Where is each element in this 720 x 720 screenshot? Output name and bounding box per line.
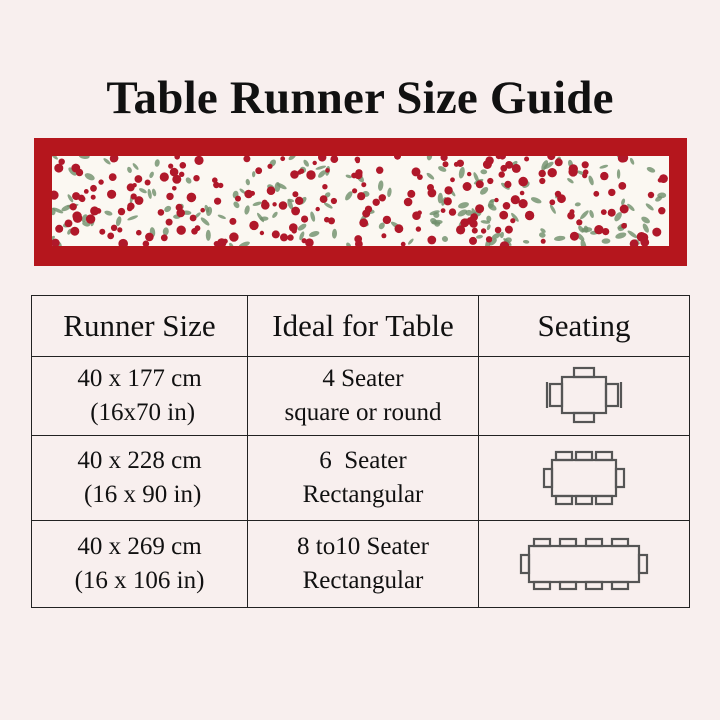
size-in: (16 x 106 in) — [74, 567, 205, 594]
leaf-mark — [646, 166, 656, 174]
berry-mark — [475, 204, 484, 213]
berry-mark — [549, 199, 555, 205]
berry-mark — [608, 209, 616, 217]
seating-cell — [479, 521, 690, 608]
leaf-mark — [115, 216, 122, 227]
berry-mark — [568, 167, 577, 176]
leaf-mark — [244, 205, 251, 215]
berry-mark — [195, 225, 201, 231]
berry-mark — [235, 196, 241, 202]
berry-mark — [557, 194, 566, 203]
leaf-mark — [151, 188, 157, 197]
leaf-mark — [345, 242, 352, 246]
berry-mark — [485, 156, 493, 164]
berry-mark — [107, 233, 114, 240]
leaf-mark — [245, 179, 250, 186]
leaf-mark — [615, 231, 628, 240]
berry-mark — [593, 191, 599, 197]
berry-mark — [355, 159, 360, 164]
runner-size-cell — [32, 436, 248, 521]
table-shape: square or round — [284, 399, 442, 426]
size-cm: 40 x 228 cm — [77, 447, 202, 474]
berry-mark — [441, 156, 448, 161]
berry-mark — [427, 184, 434, 191]
size-guide-table — [31, 295, 690, 608]
berry-mark — [450, 177, 455, 182]
leaf-mark — [345, 174, 352, 179]
berry-mark — [467, 172, 471, 176]
leaf-mark — [127, 214, 139, 221]
four-seat-square-table-icon — [544, 365, 624, 427]
berry-mark — [166, 219, 173, 226]
berry-mark — [652, 228, 661, 237]
cherry-floral-pattern-icon — [52, 156, 669, 246]
berry-mark — [200, 208, 205, 213]
berry-mark — [487, 178, 493, 184]
berry-mark — [499, 171, 505, 177]
berry-mark — [229, 218, 236, 225]
berry-mark — [499, 211, 508, 220]
leaf-mark — [579, 209, 590, 220]
berry-mark — [476, 180, 484, 188]
berry-mark — [354, 235, 362, 243]
berry-mark — [313, 161, 317, 165]
berry-mark — [109, 173, 117, 181]
leaf-mark — [206, 230, 211, 241]
berry-mark — [504, 181, 511, 188]
leaf-mark — [138, 187, 147, 194]
berry-mark — [99, 229, 105, 235]
leaf-mark — [426, 172, 436, 181]
berry-mark — [330, 156, 338, 163]
leaf-mark — [645, 202, 655, 211]
berry-mark — [582, 161, 589, 168]
berry-mark — [401, 242, 406, 246]
berry-mark — [280, 156, 285, 161]
leaf-mark — [486, 224, 491, 231]
berry-mark — [243, 156, 250, 162]
berry-mark — [177, 226, 186, 235]
berry-mark — [539, 170, 546, 177]
berry-mark — [510, 218, 515, 223]
leaf-mark — [52, 156, 59, 161]
berry-mark — [117, 227, 122, 232]
berry-mark — [427, 236, 436, 245]
berry-mark — [620, 205, 629, 214]
leaf-mark — [104, 210, 113, 217]
seating-cell — [479, 357, 690, 436]
leaf-mark — [185, 176, 193, 185]
berry-mark — [292, 228, 297, 233]
ideal-table-cell — [248, 436, 479, 521]
berry-mark — [52, 191, 59, 200]
table-runner-image — [34, 138, 687, 266]
leaf-mark — [588, 209, 594, 218]
ideal-table-cell — [248, 521, 479, 608]
leaf-mark — [566, 177, 574, 184]
leaf-mark — [271, 211, 279, 219]
berry-mark — [78, 195, 85, 202]
size-cm: 40 x 269 cm — [77, 533, 202, 560]
berry-mark — [407, 190, 415, 198]
leaf-mark — [200, 216, 211, 227]
leaf-mark — [601, 238, 610, 244]
leaf-mark — [599, 164, 608, 169]
leaf-mark — [530, 196, 542, 205]
leaf-mark — [147, 189, 153, 200]
berry-mark — [525, 211, 534, 220]
seater-count: 6 Seater — [319, 447, 407, 474]
berry-mark — [637, 232, 647, 242]
leaf-mark — [162, 227, 169, 236]
leaf-mark — [640, 215, 651, 225]
leaf-mark — [458, 166, 466, 179]
berry-mark — [648, 192, 654, 198]
berry-mark — [118, 208, 125, 215]
berry-mark — [158, 209, 165, 216]
berry-mark — [539, 178, 545, 184]
berry-mark — [316, 207, 320, 211]
berry-mark — [229, 232, 238, 241]
berry-mark — [395, 224, 404, 233]
berry-mark — [267, 186, 276, 195]
leaf-mark — [297, 222, 308, 232]
berry-mark — [547, 156, 555, 160]
berry-mark — [145, 180, 151, 186]
berry-mark — [444, 186, 452, 194]
runner-size-cell — [32, 357, 248, 436]
berry-mark — [84, 189, 89, 194]
berry-mark — [659, 174, 668, 183]
berry-mark — [472, 228, 478, 234]
leaf-mark — [154, 159, 160, 167]
berry-mark — [179, 172, 184, 177]
six-seat-rectangular-table-icon — [542, 449, 626, 507]
berry-mark — [658, 207, 665, 214]
header-seating: Seating — [479, 296, 690, 357]
leaf-mark — [476, 234, 483, 239]
berry-mark — [512, 164, 521, 173]
leaf-mark — [126, 166, 132, 174]
runner-size-cell — [32, 521, 248, 608]
berry-mark — [454, 162, 459, 167]
berry-mark — [250, 191, 255, 196]
berry-mark — [511, 195, 520, 204]
berry-mark — [486, 236, 492, 242]
berry-mark — [320, 195, 328, 203]
berry-mark — [456, 225, 465, 234]
berry-mark — [443, 161, 449, 167]
leaf-mark — [575, 202, 581, 207]
berry-mark — [65, 220, 73, 228]
berry-mark — [306, 170, 315, 179]
berry-mark — [280, 233, 288, 241]
ten-seat-rectangular-table-icon — [519, 536, 649, 592]
berry-mark — [494, 198, 498, 202]
berry-mark — [261, 201, 270, 210]
berry-mark — [135, 196, 144, 205]
ideal-table-cell — [248, 357, 479, 436]
berry-mark — [170, 168, 179, 177]
berry-mark — [193, 175, 199, 181]
berry-mark — [582, 173, 587, 178]
berry-mark — [481, 228, 486, 233]
leaf-mark — [629, 157, 635, 165]
berry-mark — [331, 198, 337, 204]
berry-mark — [548, 168, 557, 177]
leaf-mark — [232, 200, 241, 209]
berry-mark — [190, 215, 197, 222]
table-row — [32, 357, 690, 436]
berry-mark — [176, 209, 185, 218]
berry-mark — [255, 167, 262, 174]
berry-mark — [272, 202, 276, 206]
berry-mark — [291, 207, 300, 216]
leaf-mark — [302, 159, 310, 168]
berry-mark — [503, 202, 511, 210]
berry-mark — [383, 216, 391, 224]
leaf-mark — [332, 229, 338, 239]
berry-mark — [570, 232, 579, 241]
berry-mark — [187, 193, 197, 203]
berry-mark — [214, 198, 221, 205]
seater-count: 8 to10 Seater — [297, 533, 429, 560]
berry-mark — [524, 157, 529, 162]
leaf-mark — [148, 171, 154, 179]
berry-mark — [541, 239, 546, 244]
berry-mark — [469, 237, 477, 245]
leaf-mark — [315, 165, 326, 171]
size-in: (16 x 90 in) — [77, 481, 202, 508]
berry-mark — [260, 231, 264, 235]
leaf-mark — [252, 201, 262, 207]
berry-mark — [463, 182, 472, 191]
berry-mark — [302, 238, 307, 243]
page-title: Table Runner Size Guide — [106, 72, 614, 124]
berry-mark — [161, 234, 168, 241]
berry-mark — [180, 162, 187, 169]
berry-mark — [441, 208, 446, 213]
berry-mark — [404, 198, 413, 207]
berry-mark — [359, 218, 368, 227]
header-runner-size: Runner Size — [32, 296, 248, 357]
berry-mark — [86, 214, 95, 223]
berry-mark — [394, 156, 401, 160]
berry-mark — [98, 179, 103, 184]
leaf-mark — [308, 230, 320, 238]
berry-mark — [444, 197, 452, 205]
leaf-mark — [480, 169, 487, 174]
size-cm: 40 x 177 cm — [77, 365, 202, 392]
berry-mark — [608, 189, 615, 196]
berry-mark — [325, 168, 330, 173]
berry-mark — [600, 172, 608, 180]
berry-mark — [594, 225, 603, 234]
berry-mark — [172, 186, 177, 191]
berry-mark — [379, 194, 386, 201]
berry-mark — [166, 193, 173, 200]
table-row — [32, 436, 690, 521]
leaf-mark — [627, 229, 639, 239]
berry-mark — [568, 214, 572, 218]
berry-mark — [518, 177, 528, 187]
berry-mark — [279, 201, 288, 210]
berry-mark — [412, 211, 421, 220]
berry-mark — [495, 227, 502, 234]
berry-mark — [132, 183, 136, 187]
leaf-mark — [426, 156, 433, 161]
table-row — [32, 521, 690, 608]
berry-mark — [576, 219, 582, 225]
berry-mark — [357, 192, 365, 200]
berry-mark — [602, 228, 609, 235]
berry-mark — [72, 211, 81, 220]
header-ideal-for-table: Ideal for Table — [248, 296, 479, 357]
berry-mark — [365, 206, 372, 213]
leaf-mark — [549, 204, 557, 215]
berry-mark — [290, 170, 299, 179]
leaf-mark — [407, 238, 414, 246]
leaf-mark — [441, 235, 449, 243]
leaf-mark — [132, 162, 140, 170]
leaf-mark — [78, 156, 90, 160]
berry-mark — [194, 156, 203, 165]
leaf-mark — [587, 175, 594, 186]
berry-mark — [373, 199, 380, 206]
leaf-mark — [617, 169, 620, 179]
berry-mark — [299, 169, 304, 174]
leaf-mark — [387, 187, 393, 197]
berry-mark — [618, 182, 626, 190]
berry-mark — [301, 216, 308, 223]
berry-mark — [292, 191, 298, 197]
berry-mark — [505, 226, 513, 234]
seating-cell — [479, 436, 690, 521]
berry-mark — [160, 172, 169, 181]
size-in: (16x70 in) — [83, 399, 196, 426]
berry-mark — [54, 164, 63, 173]
berry-mark — [470, 213, 478, 221]
berry-mark — [52, 239, 60, 246]
table-shape: Rectangular — [302, 481, 424, 508]
berry-mark — [555, 158, 563, 166]
table-header-row — [32, 296, 690, 357]
berry-mark — [351, 173, 357, 179]
leaf-mark — [457, 201, 469, 210]
leaf-mark — [252, 171, 256, 177]
berry-mark — [174, 156, 180, 160]
berry-mark — [267, 164, 272, 169]
leaf-mark — [288, 156, 297, 161]
berry-mark — [111, 225, 117, 231]
seater-count: 4 Seater — [322, 365, 404, 392]
leaf-mark — [620, 198, 626, 206]
leaf-mark — [238, 240, 251, 246]
berry-mark — [90, 185, 97, 192]
berry-mark — [272, 230, 280, 238]
berry-mark — [449, 208, 456, 215]
berry-mark — [212, 177, 218, 183]
berry-mark — [70, 203, 77, 210]
table-shape: Rectangular — [302, 567, 424, 594]
berry-mark — [376, 167, 383, 174]
berry-mark — [520, 191, 525, 196]
leaf-mark — [84, 172, 96, 182]
leaf-mark — [377, 180, 384, 191]
berry-mark — [168, 164, 173, 169]
leaf-mark — [163, 205, 172, 214]
berry-mark — [143, 241, 150, 247]
berry-mark — [55, 225, 63, 233]
leaf-mark — [641, 223, 650, 234]
berry-mark — [324, 217, 330, 223]
berry-mark — [96, 208, 102, 214]
berry-mark — [76, 169, 83, 176]
berry-mark — [621, 223, 627, 229]
berry-mark — [381, 233, 386, 238]
berry-mark — [70, 227, 79, 236]
berry-mark — [91, 195, 96, 200]
berry-mark — [417, 174, 423, 180]
berry-mark — [249, 221, 258, 230]
berry-mark — [361, 182, 366, 187]
berry-mark — [295, 197, 303, 205]
berry-mark — [416, 226, 421, 231]
berry-mark — [135, 175, 143, 183]
berry-mark — [352, 188, 357, 193]
berry-mark — [118, 239, 128, 246]
berry-mark — [500, 165, 507, 172]
runner-floral-pattern — [52, 156, 669, 246]
berry-mark — [601, 209, 607, 215]
leaf-mark — [523, 240, 530, 244]
berry-mark — [145, 233, 154, 242]
berry-mark — [318, 156, 326, 162]
berry-mark — [59, 159, 65, 165]
berry-mark — [107, 190, 116, 199]
berry-mark — [519, 199, 528, 208]
berry-mark — [127, 203, 134, 210]
leaf-mark — [228, 242, 234, 246]
berry-mark — [322, 184, 327, 189]
leaf-mark — [309, 211, 316, 222]
leaf-mark — [554, 235, 566, 241]
leaf-mark — [217, 214, 226, 220]
berry-mark — [136, 230, 142, 236]
berry-mark — [218, 183, 223, 188]
berry-mark — [287, 234, 293, 240]
